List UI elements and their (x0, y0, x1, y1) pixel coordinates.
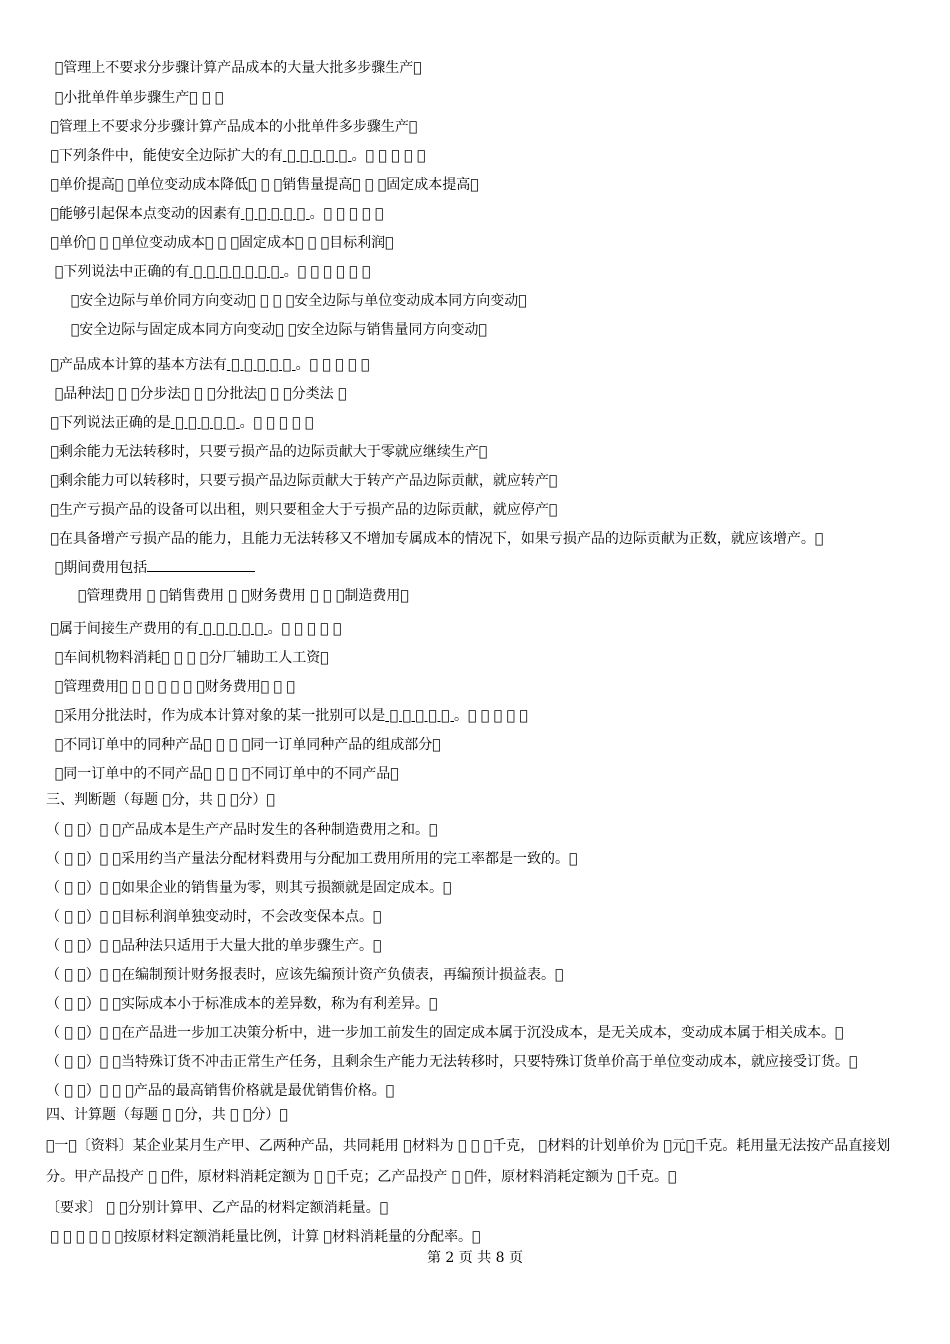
option-line: ￿品种法￿ ￿ ￿分步法￿ ￿ ￿分批法￿ ￿ ￿分类法 ￿ (46, 386, 347, 402)
option-line: ￿管理费用 ￿ ￿销售费用 ￿ ￿财务费用 ￿ ￿ ￿制造费用￿ (78, 588, 409, 604)
option-line: ￿在具备增产亏损产品的能力，且能力无法转移又不增加专属成本的情况下，如果亏损产品的边际贡献为正数，就应该增产。￿ (46, 531, 824, 547)
judgment-item: （ ￿ ￿）￿ ￿目标利润单独变动时，不会改变保本点。￿ (46, 909, 382, 925)
judgment-item: （ ￿ ￿）￿ ￿实际成本小于标准成本的差异数，称为有利差异。￿ (46, 996, 438, 1012)
judgment-item: （ ￿ ￿）￿ ￿产品成本是生产产品时发生的各种制造费用之和。￿ (46, 822, 438, 838)
question-line: ￿属于间接生产费用的有 ￿ ￿ ￿ ￿ ￿ 。￿ ￿ ￿ ￿ ￿ (46, 621, 342, 637)
judgment-item: （ ￿ ￿）￿ ￿品种法只适用于大量大批的单步骤生产。￿ (46, 938, 382, 954)
question-line: ￿下列说法中正确的有 ￿ ￿ ￿ ￿ ￿ ￿ ￿ 。￿ ￿ ￿ ￿ ￿ ￿ (46, 264, 371, 280)
option-line: ￿小批单件单步骤生产￿ ￿ ￿ (46, 90, 224, 106)
answer-blank: ￿ ￿ ￿ ￿ ￿ ￿ ￿ (189, 264, 284, 280)
option-line: ￿安全边际与单价同方向变动￿ ￿ ￿ ￿安全边际与单位变动成本同方向变动￿ (62, 293, 527, 309)
answer-blank: ￿ ￿ ￿ ￿ ￿ (198, 621, 268, 637)
question-line: ￿能够引起保本点变动的因素有 ￿ ￿ ￿ ￿ ￿ 。￿ ￿ ￿ ￿ ￿ (46, 206, 384, 222)
judgment-item: （ ￿ ￿）￿ ￿ ￿产品的最高销售价格就是最优销售价格。￿ (46, 1083, 395, 1099)
judgment-item: （ ￿ ￿）￿ ￿在产品进一步加工决策分析中，进一步加工前发生的固定成本属于沉没成本，是无关成本，变动成本属于相关成本。￿ (46, 1025, 844, 1041)
requirement-line: ￿ ￿ ￿ ￿ ￿ ￿按原材料定额消耗量比例，计算 ￿材料消耗量的分配率。￿ (46, 1229, 481, 1245)
section-heading: 三、判断题（每题 ￿分，共 ￿ ￿分）￿ (46, 792, 275, 808)
answer-blank (147, 557, 255, 572)
option-line: ￿车间机物料消耗￿ ￿ ￿ ￿分厂辅助工人工资￿ (46, 650, 329, 666)
option-line: ￿管理上不要求分步骤计算产品成本的大量大批多步骤生产￿ (46, 60, 422, 76)
judgment-item: （ ￿ ￿）￿ ￿在编制预计财务报表时，应该先编预计资产负债表，再编预计损益表。￿ (46, 967, 564, 983)
option-line: ￿同一订单中的不同产品￿ ￿ ￿ ￿不同订单中的不同产品￿ (46, 766, 399, 782)
option-line: ￿剩余能力可以转移时，只要亏损产品边际贡献大于转产产品边际贡献，就应转产￿ (46, 473, 558, 489)
judgment-item: （ ￿ ￿）￿ ￿如果企业的销售量为零，则其亏损额就是固定成本。￿ (46, 880, 452, 896)
section-heading: 四、计算题（每题 ￿ ￿分，共 ￿ ￿分）￿ (46, 1107, 288, 1123)
answer-blank: ￿ ￿ ￿ ￿ ￿ (385, 708, 455, 724)
option-line: ￿管理费用￿ ￿ ￿ ￿ ￿ ￿ ￿财务费用￿ ￿ ￿ (46, 679, 295, 695)
judgment-item: （ ￿ ￿）￿ ￿当特殊订货不冲击正常生产任务，且剩余生产能力无法转移时，只要特殊订货单价高于单位变动成本，就应接受订货。￿ (46, 1054, 858, 1070)
page-footer: 第 2 页 共 8 页 (426, 1250, 524, 1266)
option-line: ￿单价￿ ￿ ￿单位变动成本￿ ￿ ￿固定成本￿ ￿ ￿目标利润￿ (46, 235, 394, 251)
judgment-item: （ ￿ ￿）￿ ￿采用约当产量法分配材料费用与分配加工费用所用的完工率都是一致的。￿ (46, 851, 578, 867)
question-line: ￿期间费用包括 (46, 557, 255, 578)
question-line: ￿下列说法正确的是 ￿ ￿ ￿ ￿ ￿ 。￿ ￿ ￿ ￿ ￿ (46, 415, 314, 431)
option-line: ￿生产亏损产品的设备可以出租，则只要租金大于亏损产品的边际贡献，就应停产￿ (46, 502, 558, 518)
option-line: ￿剩余能力无法转移时，只要亏损产品的边际贡献大于零就应继续生产￿ (46, 444, 488, 460)
question-line: ￿产品成本计算的基本方法有 ￿ ￿ ￿ ￿ ￿ 。￿ ￿ ￿ ￿ ￿ (46, 357, 370, 373)
answer-blank: ￿ ￿ ￿ ￿ ￿ (170, 415, 240, 431)
option-line: ￿管理上不要求分步骤计算产品成本的小批单件多步骤生产￿ (46, 119, 418, 135)
answer-blank: ￿ ￿ ￿ ￿ ￿ (240, 206, 310, 222)
answer-blank: ￿ ￿ ￿ ￿ ￿ (282, 148, 352, 164)
question-line: ￿采用分批法时，作为成本计算对象的某一批别可以是 ￿ ￿ ￿ ￿ ￿ 。￿ ￿ ￿ ￿ ￿ (46, 708, 528, 724)
requirement-line: 〔要求〕 ￿ ￿分别计算甲、乙产品的材料定额消耗量。￿ (46, 1200, 389, 1216)
calculation-problem: ￿一￿〔资料〕某企业某月生产甲、乙两种产品，共同耗用 ￿材料为 ￿ ￿ ￿千克， ￿材料的计划单价为 ￿元￿千克。耗用量无法按产品直接划分。甲产品投产 ￿ ￿件，原材料消耗定额为 ￿ ￿千克；乙产品投产 ￿ ￿件，原材料消耗定额为 ￿千克。￿ (46, 1138, 891, 1185)
answer-blank: ￿ ￿ ￿ ￿ ￿ (226, 357, 296, 373)
option-line: ￿单价提高￿ ￿单位变动成本降低￿ ￿ ￿销售量提高￿ ￿ ￿固定成本提高￿ (46, 177, 479, 193)
question-line: ￿下列条件中，能使安全边际扩大的有 ￿ ￿ ￿ ￿ ￿ 。￿ ￿ ￿ ￿ ￿ (46, 148, 426, 164)
option-line: ￿不同订单中的同种产品￿ ￿ ￿ ￿同一订单同种产品的组成部分￿ (46, 737, 441, 753)
option-line: ￿安全边际与固定成本同方向变动￿ ￿安全边际与销售量同方向变动￿ (62, 322, 487, 338)
